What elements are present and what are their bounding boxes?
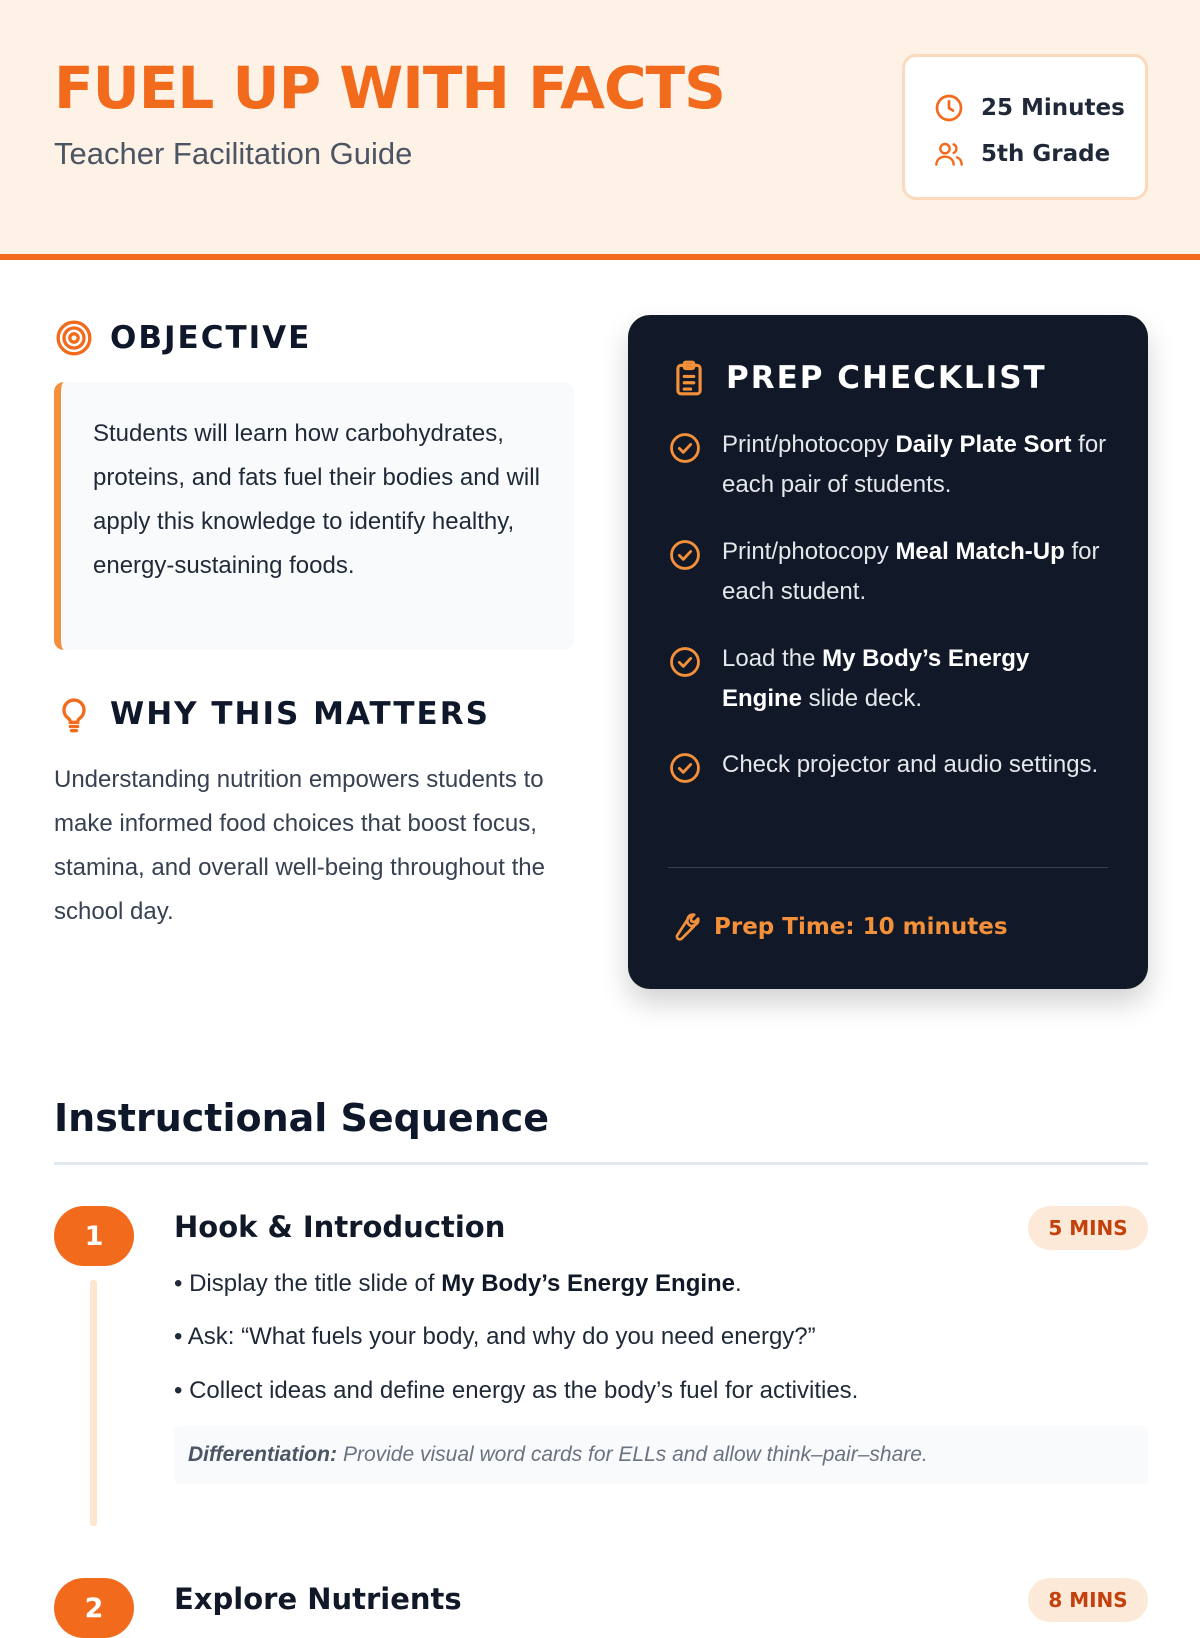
- objective-box: [54, 382, 574, 650]
- step-timeline-line: [90, 1280, 97, 1526]
- checklist-text: Check projector and audio settings.: [722, 751, 1099, 778]
- check-circle-icon: [668, 538, 702, 572]
- prep-checklist-card: [628, 315, 1148, 989]
- step-number-badge: 2: [54, 1578, 134, 1638]
- objective-text: Students will learn how carbohydrates, proteins, and fats fuel their bodies and will apply this knowledge to identify healthy, energy-sustaining foods.: [93, 420, 540, 579]
- step-title: Hook & Introduction: [174, 1210, 506, 1244]
- checklist-item: [668, 425, 1118, 505]
- users-icon: [933, 138, 965, 170]
- sequence-title: Instructional Sequence: [54, 1096, 550, 1140]
- prep-label: PREP CHECKLIST: [726, 360, 1047, 396]
- grade-row: [933, 131, 1145, 177]
- check-circle-icon: [668, 645, 702, 679]
- page-subtitle: Teacher Facilitation Guide: [54, 136, 413, 171]
- clock-icon: [933, 92, 965, 124]
- page-title: FUEL UP WITH FACTS: [54, 54, 725, 122]
- step-title: Explore Nutrients: [174, 1582, 462, 1616]
- duration-row: [933, 85, 1145, 131]
- checklist-item: [668, 745, 1118, 785]
- lightbulb-icon: [54, 694, 94, 734]
- checklist-item: [668, 639, 1118, 719]
- step-bullet: • Display the title slide of My Body’s Energy Engine.: [174, 1270, 742, 1297]
- grade-text: 5th Grade: [981, 141, 1111, 167]
- why-heading: [54, 694, 490, 734]
- checklist-text: Print/photocopy Meal Match-Up for each student.: [722, 538, 1100, 605]
- step-duration-badge: 5 MINS: [1028, 1206, 1148, 1250]
- target-icon: [54, 318, 94, 358]
- objective-label: OBJECTIVE: [110, 320, 312, 356]
- prep-time-text: Prep Time: 10 minutes: [714, 914, 1008, 940]
- differentiation-text: Provide visual word cards for ELLs and allow think–pair–share.: [342, 1443, 928, 1466]
- clipboard-icon: [670, 359, 708, 397]
- differentiation-note: [174, 1426, 1148, 1484]
- objective-heading: [54, 318, 311, 358]
- differentiation-label: Differentiation:: [188, 1443, 337, 1466]
- step-bullet: • Ask: “What fuels your body, and why do you need energy?”: [174, 1323, 816, 1350]
- step-duration-badge: 8 MINS: [1028, 1578, 1148, 1622]
- step-bullet: • Collect ideas and define energy as the body’s fuel for activities.: [174, 1377, 859, 1404]
- check-circle-icon: [668, 431, 702, 465]
- why-text: Understanding nutrition empowers students to make informed food choices that boost focus, stamina, and overall well-being throughout the school day.: [54, 766, 545, 925]
- checklist-text: Print/photocopy Daily Plate Sort for each pair of students.: [722, 431, 1107, 498]
- prep-divider: [668, 867, 1108, 868]
- step-number-badge: 1: [54, 1206, 134, 1266]
- header: [0, 0, 1200, 260]
- prep-time: [668, 911, 1008, 943]
- wrench-icon: [668, 911, 700, 943]
- prep-heading: [670, 359, 1047, 397]
- why-label: WHY THIS MATTERS: [110, 696, 490, 732]
- checklist-text: Load the My Body’s Energy Engine slide deck.: [722, 645, 1030, 712]
- check-circle-icon: [668, 751, 702, 785]
- duration-text: 25 Minutes: [981, 95, 1125, 121]
- sequence-divider: [54, 1162, 1148, 1165]
- checklist-item: [668, 532, 1118, 612]
- lesson-meta-card: [902, 54, 1148, 200]
